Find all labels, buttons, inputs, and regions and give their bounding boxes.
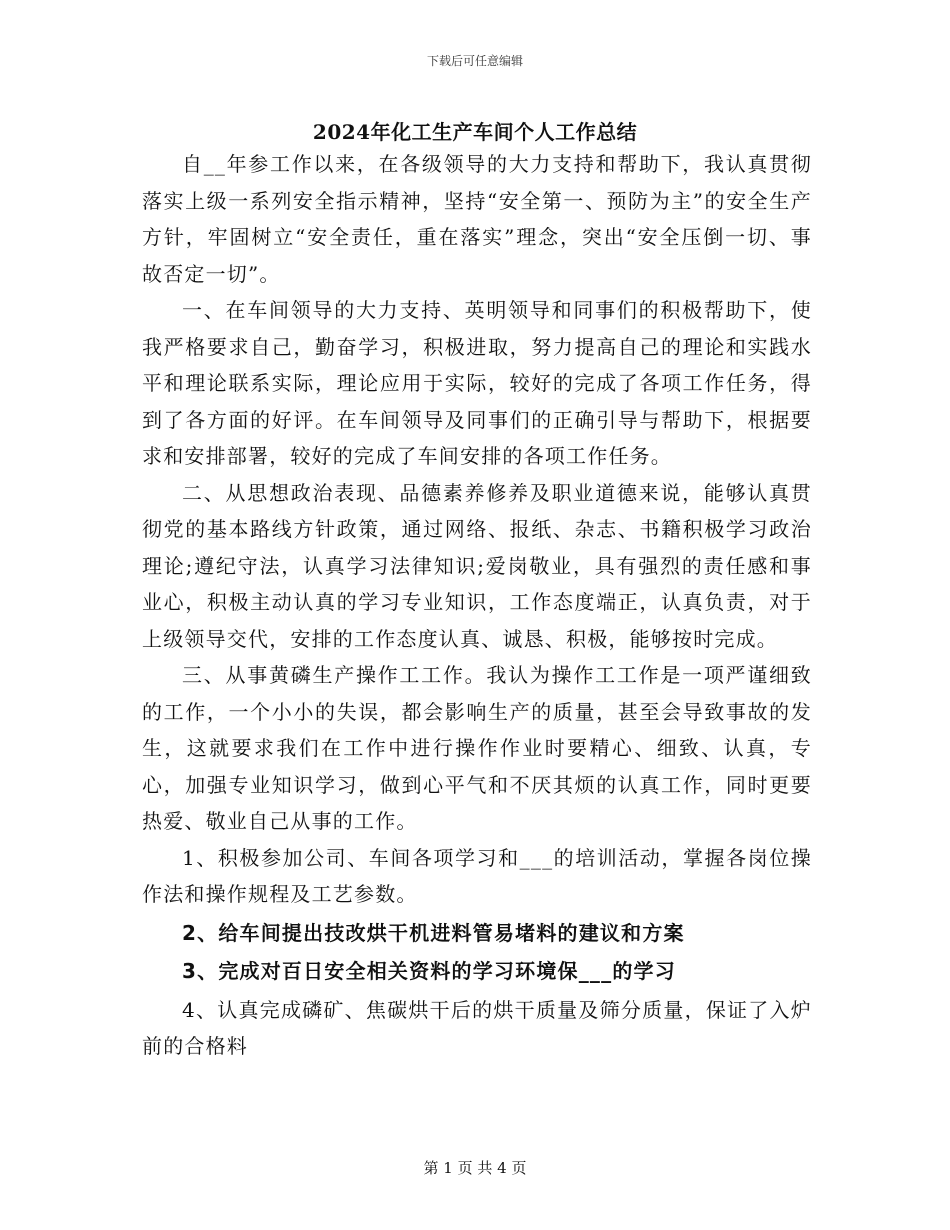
page-header: 下载后可任意编辑 <box>426 54 523 68</box>
paragraph-section-2: 二、从思想政治表现、品德素养修养及职业道德来说，能够认真贯彻党的基本路线方针政策，通过网络、报纸、杂志、书籍积极学习政治理论;遵纪守法，认真学习法律知识;爱岗敬业，具有强烈的责任感和事业心，积极主动认真的学习专业知识，工作态度端正，认真负责，对于上级领导交代，安排的工作态度认真、诚恳、积极，能够按时完成。 <box>142 480 812 651</box>
document-title: 2024年化工生产车间个人工作总结 <box>312 120 638 144</box>
paragraph-section-1: 一、在车间领导的大力支持、英明领导和同事们的积极帮助下，使我严格要求自己，勤奋学习，积极进取，努力提高自己的理论和实践水平和理论联系实际，理论应用于实际，较好的完成了各项工作任务，得到了各方面的好评。在车间领导及同事们的正确引导与帮助下，根据要求和安排部署，较好的完成了车间安排的各项工作任务。 <box>142 298 812 468</box>
paragraph-section-3: 三、从事黄磷生产操作工工作。我认为操作工工作是一项严谨细致的工作，一个小小的失误，都会影响生产的质量，甚至会导致事故的发生，这就要求我们在工作中进行操作作业时要精心、细致、认真，专心，加强专业知识学习，做到心平气和不厌其烦的认真工作，同时更要热爱、敬业自己从事的工作。 <box>142 663 812 833</box>
list-item-1: 1、积极参加公司、车间各项学习和___的培训活动，掌握各岗位操作法和操作规程及工艺参数。 <box>142 845 812 906</box>
page-footer: 第 1 页 共 4 页 <box>423 1159 527 1177</box>
paragraph-intro: 自__年参工作以来，在各级领导的大力支持和帮助下，我认真贯彻落实上级一系列安全指示精神，坚持“安全第一、预防为主”的安全生产方针，牢固树立“安全责任，重在落实”理念，突出“安全压倒一切、事故否定一切”。 <box>142 152 812 286</box>
list-item-3: 3、完成对百日安全相关资料的学习环境保___的学习 <box>182 959 676 983</box>
document-body <box>142 146 812 1065</box>
list-item-4: 4、认真完成磷矿、焦碳烘干后的烘干质量及筛分质量，保证了入炉前的合格料 <box>142 997 812 1058</box>
list-item-2: 2、给车间提出技改烘干机进料管易堵料的建议和方案 <box>182 920 685 945</box>
